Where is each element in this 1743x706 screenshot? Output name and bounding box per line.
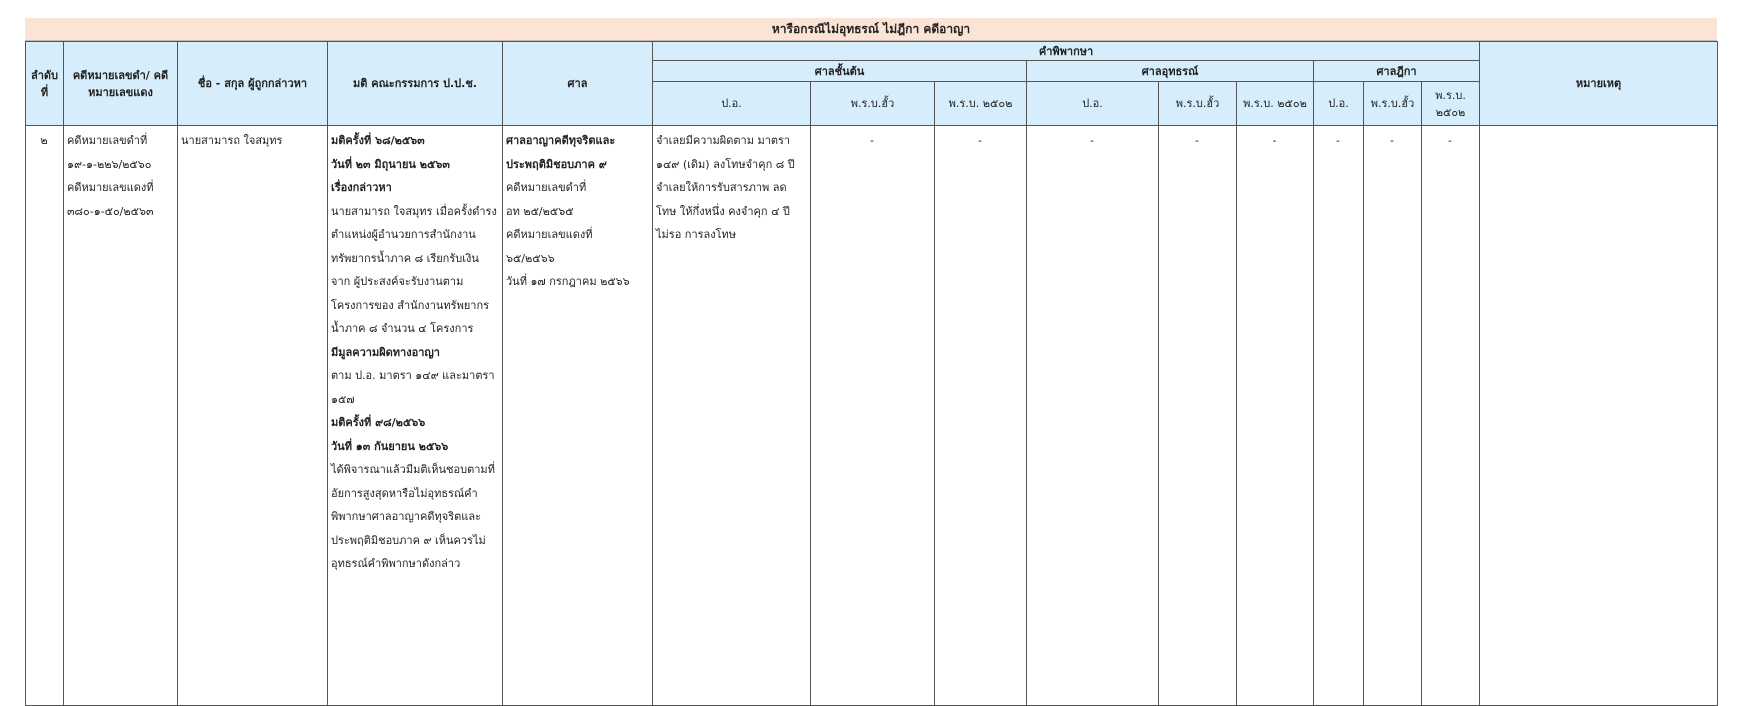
header-supreme-po: ป.อ. xyxy=(1314,82,1364,126)
court-line: คดีหมายเลขแดงที่ xyxy=(506,228,593,241)
resolution-line: มีมูลความผิดทางอาญา xyxy=(331,345,440,359)
cell-no: ๒ xyxy=(26,126,64,706)
resolution-line: มติครั้งที่ ๖๘/๒๕๖๓ xyxy=(331,134,425,147)
court-line: ๖๕/๒๕๖๖ xyxy=(506,251,555,265)
resolution-line: ตาม ป.อ. มาตรา ๑๔๙ และมาตรา ๑๕๗ xyxy=(331,369,495,406)
cell-supreme-po: - xyxy=(1314,126,1364,706)
cell-case-no xyxy=(64,126,178,706)
header-appeal-po: ป.อ. xyxy=(1027,82,1159,126)
header-appeal-rbh: พ.ร.บ.ฮั้ว xyxy=(1159,82,1237,126)
resolution-line: วันที่ ๒๓ มิถุนายน ๒๕๖๓ xyxy=(331,157,450,171)
cell-supreme-rbh: - xyxy=(1364,126,1422,706)
header-appeal-2502: พ.ร.บ. ๒๕๐๒ xyxy=(1237,82,1314,126)
header-appeal-court: ศาลอุทธรณ์ xyxy=(1027,61,1314,82)
resolution-line: เรื่องกล่าวหา xyxy=(331,181,392,194)
header-remark: หมายเหตุ xyxy=(1480,42,1718,126)
page-title: หารือกรณีไม่อุทธรณ์ ไม่ฎีกา คดีอาญา xyxy=(25,18,1717,41)
header-resolution: มติ คณะกรรมการ ป.ป.ช. xyxy=(328,42,503,126)
case-line: ๑๙-๑-๒๒๖/๒๕๖๐ xyxy=(67,157,152,171)
cell-appeal-2502: - xyxy=(1237,126,1314,706)
header-first-court: ศาลชั้นต้น xyxy=(653,61,1027,82)
resolution-line: นายสามารถ ใจสมุทร เมื่อครั้งดำรง ตำแหน่งผู้อำนวยการสำนักงาน ทรัพยากรน้ำภาค ๘ เรียกรับเงินจาก ผู้ประสงค์จะรับงานตามโครงการของ สำนักงานทรัพยากรน้ำภาค ๘ จำนวน ๔ โครงการ xyxy=(331,204,497,335)
header-supreme-2502: พ.ร.บ. ๒๕๐๒ xyxy=(1422,82,1480,126)
case-table xyxy=(25,41,1718,706)
header-first-po: ป.อ. xyxy=(653,82,811,126)
cell-first-po: จำเลยมีความผิดตาม มาตรา ๑๔๙ (เดิม) ลงโทษจำคุก ๘ ปี จำเลยให้การรับสารภาพ ลดโทษ ให้กึ่งหนึ่ง คงจำคุก ๔ ปี ไม่รอ การลงโทษ xyxy=(653,126,811,706)
cell-name: นายสามารถ ใจสมุทร xyxy=(178,126,328,706)
cell-court xyxy=(503,126,653,706)
header-supreme-rbh: พ.ร.บ.ฮั้ว xyxy=(1364,82,1422,126)
header-first-2502: พ.ร.บ. ๒๕๐๒ xyxy=(935,82,1027,126)
cell-appeal-po: - xyxy=(1027,126,1159,706)
court-line: วันที่ ๑๗ กรกฎาคม ๒๕๖๖ xyxy=(506,275,630,288)
cell-remark xyxy=(1480,126,1718,706)
resolution-line: วันที่ ๑๓ กันยายน ๒๕๖๖ xyxy=(331,439,449,453)
court-line: คดีหมายเลขดำที่ xyxy=(506,181,587,194)
header-court: ศาล xyxy=(503,42,653,126)
cell-supreme-2502: - xyxy=(1422,126,1480,706)
cell-first-rbh: - xyxy=(811,126,935,706)
case-line: ๓๘๐-๑-๕๐/๒๕๖๓ xyxy=(67,204,154,218)
header-case-no: คดีหมายเลขดำ/ คดีหมายเลขแดง xyxy=(64,42,178,126)
resolution-line: มติครั้งที่ ๙๘/๒๕๖๖ xyxy=(331,416,426,429)
cell-resolution xyxy=(328,126,503,706)
resolution-line: ได้พิจารณาแล้วมีมติเห็นชอบตามที่ อัยการสูงสุดหารือไม่อุทธรณ์คำ พิพากษาศาลอาญาคดีทุจริตและ ประพฤติมิชอบภาค ๙ เห็นควรไม่ อุทธรณ์คำพิพากษาดังกล่าว xyxy=(331,463,495,570)
table-row xyxy=(26,126,1718,706)
court-line: อท ๒๕/๒๕๖๕ xyxy=(506,204,574,218)
case-line: คดีหมายเลขแดงที่ xyxy=(67,181,154,194)
header-supreme-court: ศาลฎีกา xyxy=(1314,61,1480,82)
header-name: ชื่อ - สกุล ผู้ถูกกล่าวหา xyxy=(178,42,328,126)
case-line: คดีหมายเลขดำที่ xyxy=(67,134,148,147)
header-judgment: คำพิพากษา xyxy=(653,42,1480,61)
header-first-rbh: พ.ร.บ.ฮั้ว xyxy=(811,82,935,126)
header-no: ลำดับ ที่ xyxy=(26,42,64,126)
court-line: ศาลอาญาคดีทุจริตและ ประพฤติมิชอบภาค ๙ xyxy=(506,134,616,171)
cell-first-2502: - xyxy=(935,126,1027,706)
cell-appeal-rbh: - xyxy=(1159,126,1237,706)
